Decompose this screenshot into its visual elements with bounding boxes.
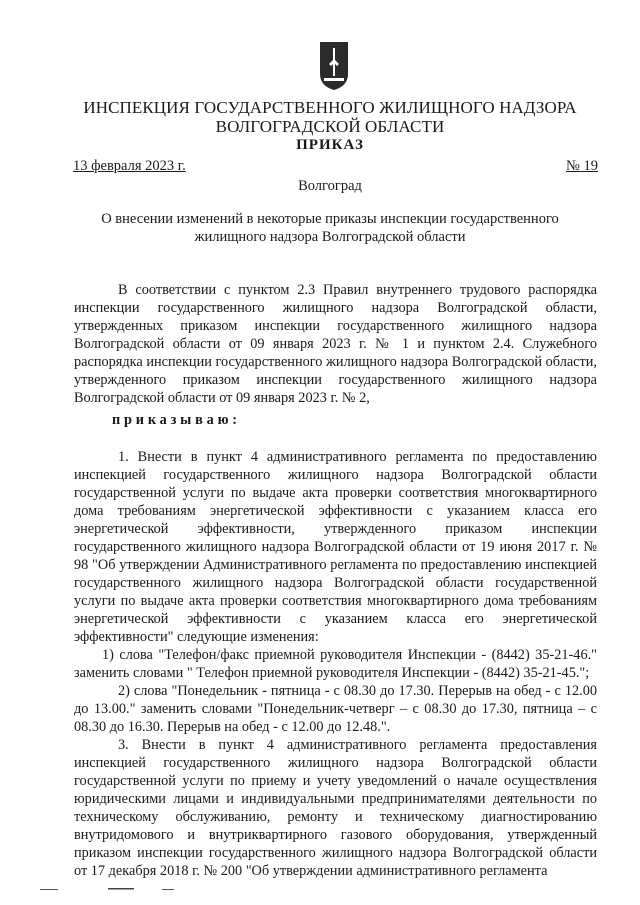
coat-of-arms-emblem <box>318 40 350 92</box>
subject-line2: жилищного надзора Волгоградской области <box>194 229 466 245</box>
organization-name-line1: ИНСПЕКЦИЯ ГОСУДАРСТВЕННОГО ЖИЛИЩНОГО НАДЗОРА <box>83 98 577 117</box>
preamble-paragraph: В соответствии с пунктом 2.3 Правил внутреннего трудового распорядка инспекции государственного жилищного надзора Волгоградской области, утвержденных приказом инспекции государственного жилищного надзора Волгоградской области от 09 января 2023 г. № 1 и пунктом 2.4. Служебного распорядка инспекции государственного жилищного надзора Волгоградской области, утвержденного приказом инспекции государственного жилищного надзора Волгоградской области от 09 января 2023 г. № 2, <box>74 282 597 406</box>
order-item-3: 3. Внести в пункт 4 административного регламента предоставления инспекцией государственного жилищного надзора Волгоградской области государственной услуги по приему и учету уведомлений о начале осуществления юридическими лицами и индивидуальными предпринимателями деятельности по техническому обслуживанию, ремонту и техническому диагностированию внутридомового и внутриквартирного газового оборудования, утвержденный приказом инспекции государственного жилищного надзора Волгоградской области от 17 декабря 2018 г. № 200 "Об утверждении административного регламента <box>74 737 597 879</box>
order-item-1-sub-1: 1) слова "Телефон/факс приемной руководителя Инспекции - (8442) 35-21-46." заменить словами " Телефон приемной руководителя Инспекции - (8442) 35-21-45."; <box>74 647 597 681</box>
document-date: 13 февраля 2023 г. <box>73 158 186 174</box>
preamble-block <box>74 281 597 407</box>
document-number: № 19 <box>566 158 598 174</box>
order-word: приказываю: <box>112 412 241 428</box>
organization-name-line2: ВОЛГОГРАДСКОЙ ОБЛАСТИ <box>215 117 445 136</box>
document-subject <box>60 210 600 246</box>
order-item-1: 1. Внести в пункт 4 административного регламента по предоставлению инспекцией государственного жилищного надзора Волгоградской области государственной услуги по выдаче акта проверки соответствия многоквартирного дома требованиям энергетической эффективности с указанием класса его энергетической эффективности, утвержденного приказом инспекции государственного жилищного надзора Волгоградской области от 19 июня 2017 г. № 98 "Об утверждении Административного регламента по предоставлению инспекцией государственного жилищного надзора Волгоградской области государственной услуги по выдаче акта проверки соответствия многоквартирного дома требованиям энергетической эффективности с указанием класса его энергетической эффективности" следующие изменения: <box>74 449 597 645</box>
order-item-1-sub-2: 2) слова "Понедельник - пятница - с 08.30 до 17.30. Перерыв на обед - с 12.00 до 13.00." заменить словами "Понедельник-четверг – с 08.30 до 17.30, пятница – с 08.30 до 16.30. Перерыв на обед - с 12.00 до 12.48.". <box>74 683 597 735</box>
subject-line1: О внесении изменений в некоторые приказы инспекции государственного <box>101 211 559 227</box>
scan-artifact-marks <box>40 886 200 892</box>
order-items-block <box>74 448 597 880</box>
document-city: Волгоград <box>298 178 362 194</box>
document-type-title: ПРИКАЗ <box>296 137 364 153</box>
